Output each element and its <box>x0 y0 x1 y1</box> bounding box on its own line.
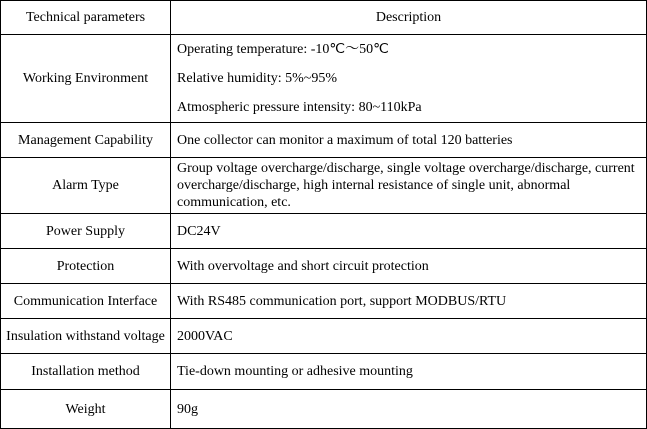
row-alarm-type <box>1 158 647 214</box>
desc-weight: 90g <box>171 390 647 429</box>
param-working-environment: Working Environment <box>1 35 171 123</box>
header-row <box>1 1 647 35</box>
header-parameter: Technical parameters <box>1 1 171 35</box>
row-communication-interface <box>1 284 647 319</box>
operating-temperature-text: Operating temperature: -10℃～50℃ <box>177 42 389 57</box>
param-communication-interface: Communication Interface <box>1 284 171 319</box>
desc-working-environment <box>171 35 647 123</box>
row-insulation-withstand-voltage <box>1 319 647 354</box>
param-alarm-type: Alarm Type <box>1 158 171 214</box>
row-installation-method <box>1 354 647 390</box>
desc-management-capability: One collector can monitor a maximum of total 120 batteries <box>171 123 647 158</box>
atmospheric-pressure-text: Atmospheric pressure intensity: 80~110kPa <box>177 100 422 115</box>
param-insulation-withstand-voltage: Insulation withstand voltage <box>1 319 171 354</box>
desc-insulation-withstand-voltage: 2000VAC <box>171 319 647 354</box>
desc-power-supply: DC24V <box>171 214 647 249</box>
row-protection <box>1 249 647 284</box>
param-protection: Protection <box>1 249 171 284</box>
param-weight: Weight <box>1 390 171 429</box>
param-power-supply: Power Supply <box>1 214 171 249</box>
row-management-capability <box>1 123 647 158</box>
desc-communication-interface: With RS485 communication port, support MODBUS/RTU <box>171 284 647 319</box>
row-working-environment <box>1 35 647 123</box>
relative-humidity-text: Relative humidity: 5%~95% <box>177 71 337 86</box>
row-power-supply <box>1 214 647 249</box>
row-weight <box>1 390 647 429</box>
desc-protection: With overvoltage and short circuit protection <box>171 249 647 284</box>
desc-alarm-type: Group voltage overcharge/discharge, single voltage overcharge/discharge, current overcharge/discharge, high internal resistance of single unit, abnormal communication, etc. <box>171 158 647 214</box>
desc-installation-method: Tie-down mounting or adhesive mounting <box>171 354 647 390</box>
param-management-capability: Management Capability <box>1 123 171 158</box>
param-installation-method: Installation method <box>1 354 171 390</box>
header-description: Description <box>171 1 647 35</box>
